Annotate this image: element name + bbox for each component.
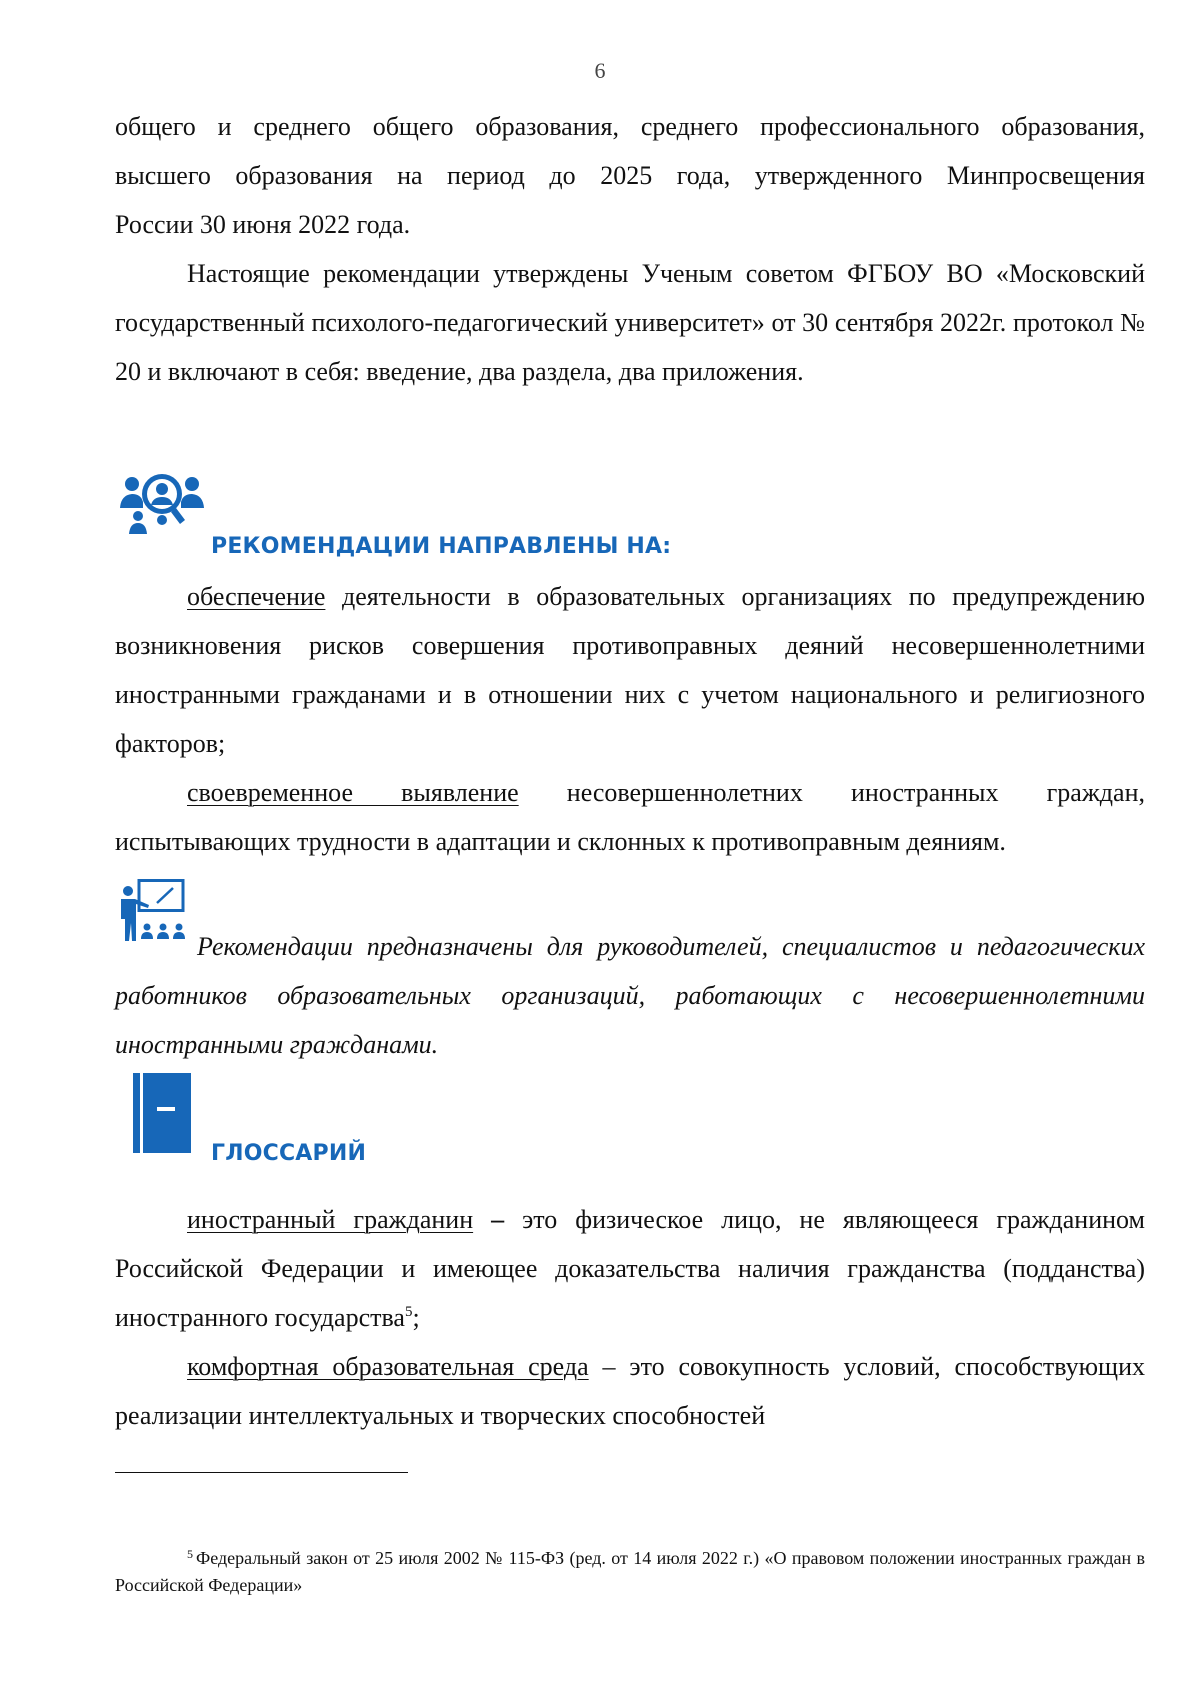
footnote-separator bbox=[115, 1472, 408, 1473]
page-number: 6 bbox=[594, 58, 606, 83]
footnote-mark: 5 bbox=[187, 1547, 193, 1561]
intro-line-2: высшего образования на период до 2025 года, утвержденного Минпросвещения bbox=[115, 161, 1145, 190]
glossary-term-1-definition: это физическое лицо, не являющееся гражданином Российской Федерации и имеющее доказательства наличия гражданства (подданства) иностранного государства bbox=[115, 1205, 1145, 1332]
footnote-reference[interactable]: 5 bbox=[404, 1304, 413, 1320]
audience-block bbox=[115, 922, 1145, 1069]
recommendation-item-2-term: своевременное выявление bbox=[187, 778, 519, 807]
book-icon bbox=[133, 1073, 191, 1153]
glossary-term-1-dash: – bbox=[473, 1205, 505, 1234]
glossary-term-1-end: ; bbox=[412, 1303, 420, 1332]
recommendation-item-1-term: обеспечение bbox=[187, 582, 326, 611]
glossary-term-1-name: иностранный гражданин bbox=[187, 1205, 474, 1234]
intro-block bbox=[115, 102, 1145, 396]
recommendation-item-2-text: несовершеннолетних иностранных граждан, испытывающих трудности в адаптации и склонных к противоправным деяниям. bbox=[115, 778, 1145, 856]
glossary-term-2 bbox=[115, 1342, 1145, 1440]
recommendation-item-1-text: деятельности в образовательных организациях по предупреждению возникновения рисков совершения противоправных деяний несовершеннолетними иностранными гражданами и в отношении них с учетом национального и религиозного факторов; bbox=[115, 582, 1145, 758]
recommendations-block bbox=[115, 572, 1145, 866]
audience-text: Рекомендации предназначены для руководителей, специалистов и педагогических работников образовательных организаций, работающих с несовершеннолетними иностранными гражданами. bbox=[115, 932, 1145, 1059]
recommendation-item-1 bbox=[115, 572, 1145, 768]
glossary-term-2-definition: – это совокупность условий, способствующих реализации интеллектуальных и творческих способностей bbox=[115, 1352, 1145, 1430]
glossary-term-1 bbox=[115, 1195, 1145, 1342]
glossary-term-2-name: комфортная образовательная среда bbox=[187, 1352, 589, 1381]
glossary-block bbox=[115, 1195, 1145, 1440]
footnote bbox=[115, 1541, 1145, 1599]
intro-paragraph-2: Настоящие рекомендации утверждены Ученым советом ФГБОУ ВО «Московский государственный психолого-педагогический университет» от 30 сентября 2022г. протокол № 20 и включают в себя: введение, два раздела, два приложения. bbox=[115, 259, 1145, 386]
people-search-icon bbox=[119, 470, 207, 536]
glossary-heading: ГЛОССАРИЙ bbox=[211, 1141, 367, 1166]
recommendation-item-2 bbox=[115, 768, 1145, 866]
intro-line-1: общего и среднего общего образования, среднего профессионального образования, bbox=[115, 112, 1145, 141]
footnote-text: Федеральный закон от 25 июля 2002 № 115-ФЗ (ред. от 14 июля 2022 г.) «О правовом положении иностранных граждан в Российской Федерации» bbox=[115, 1548, 1145, 1595]
intro-line-3: России 30 июня 2022 года. bbox=[115, 210, 411, 239]
recommendations-heading: РЕКОМЕНДАЦИИ НАПРАВЛЕНЫ НА: bbox=[211, 534, 672, 559]
